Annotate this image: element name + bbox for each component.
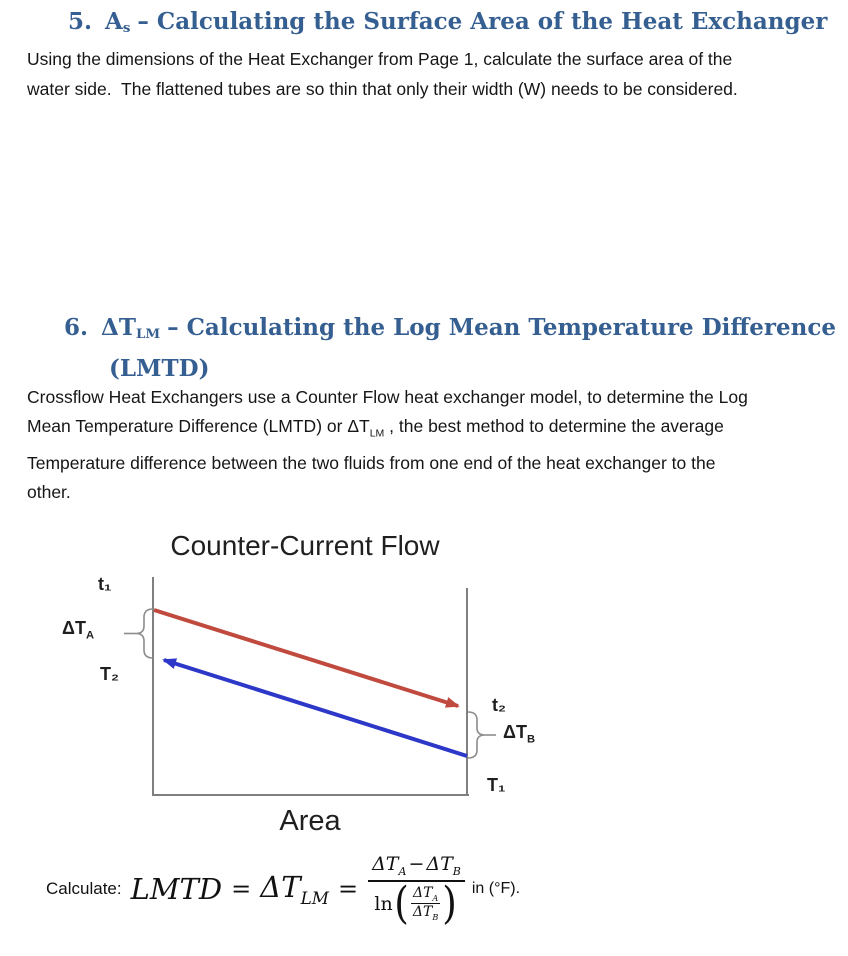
delta-t-lm-subscript: LM xyxy=(300,887,329,908)
delta-tb-subscript: B xyxy=(526,733,535,746)
delta-tb-base: ΔT xyxy=(503,722,527,742)
lmtd-formula xyxy=(46,853,521,929)
delta-ta-brace xyxy=(136,609,153,658)
delta-t-base: ΔT xyxy=(260,869,301,904)
delta-t-base: ΔT xyxy=(412,885,433,902)
section-6-heading-line2: (LMTD) xyxy=(109,354,210,382)
label-hot-outlet-t2: t₂ xyxy=(492,695,506,715)
section-5-title xyxy=(105,8,827,36)
nested-numerator xyxy=(411,885,440,903)
section-5-title-subscript: s xyxy=(122,19,131,36)
open-parenthesis: ( xyxy=(394,877,409,929)
paragraph-line: Crossflow Heat Exchangers use a Counter Flow heat exchanger model, to determine the Log xyxy=(27,387,748,407)
label-delta-ta xyxy=(62,618,94,642)
delta-t-inline-base: ΔT xyxy=(347,416,370,436)
delta-t-base: ΔT xyxy=(426,853,453,875)
section-5-heading xyxy=(68,8,827,36)
delta-t-base: ΔT xyxy=(372,853,399,875)
section-6-title xyxy=(101,310,836,352)
delta-ta-subscript: A xyxy=(85,629,94,642)
formula-delta-t-lm xyxy=(260,870,329,908)
section-6-title-subscript: LM xyxy=(135,325,161,342)
equals-sign: = xyxy=(231,874,252,903)
paragraph-line xyxy=(27,412,748,449)
section-5-paragraph xyxy=(27,44,738,104)
delta-t-inline-subscript: LM xyxy=(369,427,385,440)
fraction-denominator xyxy=(374,877,458,929)
nested-denominator xyxy=(411,904,440,922)
section-6-number: 6. xyxy=(64,314,89,341)
diagram-x-axis-label: Area xyxy=(279,805,341,837)
label-cold-outlet-T2: T₂ xyxy=(100,664,119,684)
formula-prefix: Calculate: xyxy=(46,878,122,898)
fraction-numerator xyxy=(368,853,465,880)
formula-units: in (°F). xyxy=(471,879,521,897)
hot-stream-line xyxy=(154,610,458,706)
paragraph-line: Temperature difference between the two fluids from one end of the heat exchanger to the xyxy=(27,452,716,473)
section-5-title-rest: – Calculating the Surface Area of the Heat Exchanger xyxy=(137,8,828,35)
formula-lmtd: LMTD xyxy=(130,871,223,906)
label-delta-tb xyxy=(503,722,535,746)
nested-fraction xyxy=(411,885,440,922)
formula-fraction xyxy=(368,853,465,929)
section-5-title-base: A xyxy=(105,8,123,35)
natural-log: ln xyxy=(374,892,393,915)
paragraph-line: Using the dimensions of the Heat Exchanger from Page 1, calculate the surface area of the xyxy=(27,49,733,69)
section-6-title-rest: – Calculating the Log Mean Temperature Difference xyxy=(167,314,837,341)
subscript-b: B xyxy=(452,864,461,878)
subscript-a: A xyxy=(432,893,439,904)
minus-sign: − xyxy=(408,853,425,875)
delta-tb-brace xyxy=(468,712,485,758)
counter-current-flow-diagram xyxy=(40,520,600,860)
label-cold-inlet-T1: T₁ xyxy=(487,775,506,795)
subscript-b: B xyxy=(432,911,439,922)
subscript-a: A xyxy=(398,864,407,878)
paragraph-line2-post: , the best method to determine the average xyxy=(384,416,724,436)
section-6-title-base: ΔT xyxy=(101,314,136,341)
paragraph-line: water side. The flattened tubes are so thin that only their width (W) needs to be considered. xyxy=(27,79,738,99)
diagram-title: Counter-Current Flow xyxy=(170,530,440,561)
delta-t-base: ΔT xyxy=(412,904,433,921)
label-hot-inlet-t1: t₁ xyxy=(98,574,112,594)
section-6-heading-line1 xyxy=(64,310,836,352)
close-parenthesis: ) xyxy=(442,877,458,929)
cold-stream-line xyxy=(164,660,467,756)
paragraph-line2-pre: Mean Temperature Difference (LMTD) or xyxy=(27,416,348,436)
delta-ta-base: ΔT xyxy=(62,618,86,638)
section-5-number: 5. xyxy=(68,8,93,35)
section-6-paragraph xyxy=(27,383,748,507)
section-6-heading xyxy=(64,310,836,386)
paragraph-line: other. xyxy=(27,481,71,502)
equals-sign: = xyxy=(337,874,359,903)
